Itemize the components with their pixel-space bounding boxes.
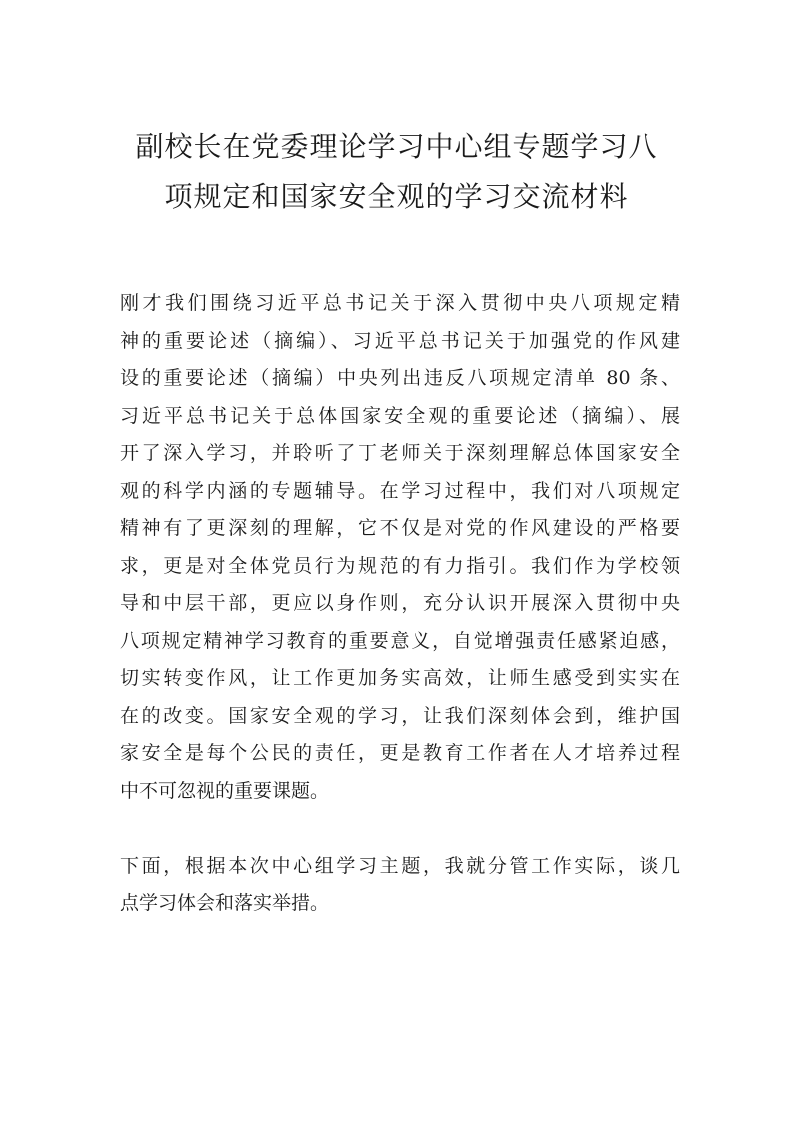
paragraph-line: 在的改变。国家安全观的学习，让我们深刻体会到，维护国 [120,704,680,727]
document-body [120,285,680,923]
paragraph-line: 开了深入学习，并聆听了丁老师关于深刻理解总体国家安全 [120,442,680,464]
paragraph-line: 家安全是每个公民的责任，更是教育工作者在人才培养过程 [120,742,680,764]
paragraph-line: 八项规定精神学习教育的重要意义，自觉增强责任感紧迫感， [120,629,680,652]
paragraph-line: 神的重要论述（摘编）、习近平总书记关于加强党的作风建 [120,329,680,352]
title-line-2: 项规定和国家安全观的学习交流材料 [164,180,629,213]
paragraph-line: 中不可忽视的重要课题。 [120,779,330,802]
paragraph-line: 精神有了更深刻的理解，它不仅是对党的作风建设的严格要 [120,517,680,539]
document-title [60,122,733,222]
paragraph-line: 习近平总书记关于总体国家安全观的重要论述（摘编）、展 [120,404,680,427]
title-line-1: 副校长在党委理论学习中心组专题学习八 [135,130,658,163]
paragraph-line: 刚才我们围绕习近平总书记关于深入贯彻中央八项规定精 [120,292,680,314]
paragraph-line: 观的科学内涵的专题辅导。在学习过程中，我们对八项规定 [120,479,680,502]
paragraph-line: 设的重要论述（摘编）中央列出违反八项规定清单 80 条、 [120,367,680,389]
paragraph-2 [120,848,680,923]
paragraph-1 [120,285,680,810]
paragraph-line: 点学习体会和落实举措。 [120,892,330,914]
paragraph-line: 求，更是对全体党员行为规范的有力指引。我们作为学校领 [120,554,680,577]
paragraph-line: 下面，根据本次中心组学习主题，我就分管工作实际，谈几 [120,854,680,877]
paragraph-spacer [120,810,680,848]
paragraph-line: 切实转变作风，让工作更加务实高效，让师生感受到实实在 [120,667,680,689]
paragraph-line: 导和中层干部，更应以身作则，充分认识开展深入贯彻中央 [120,592,680,614]
